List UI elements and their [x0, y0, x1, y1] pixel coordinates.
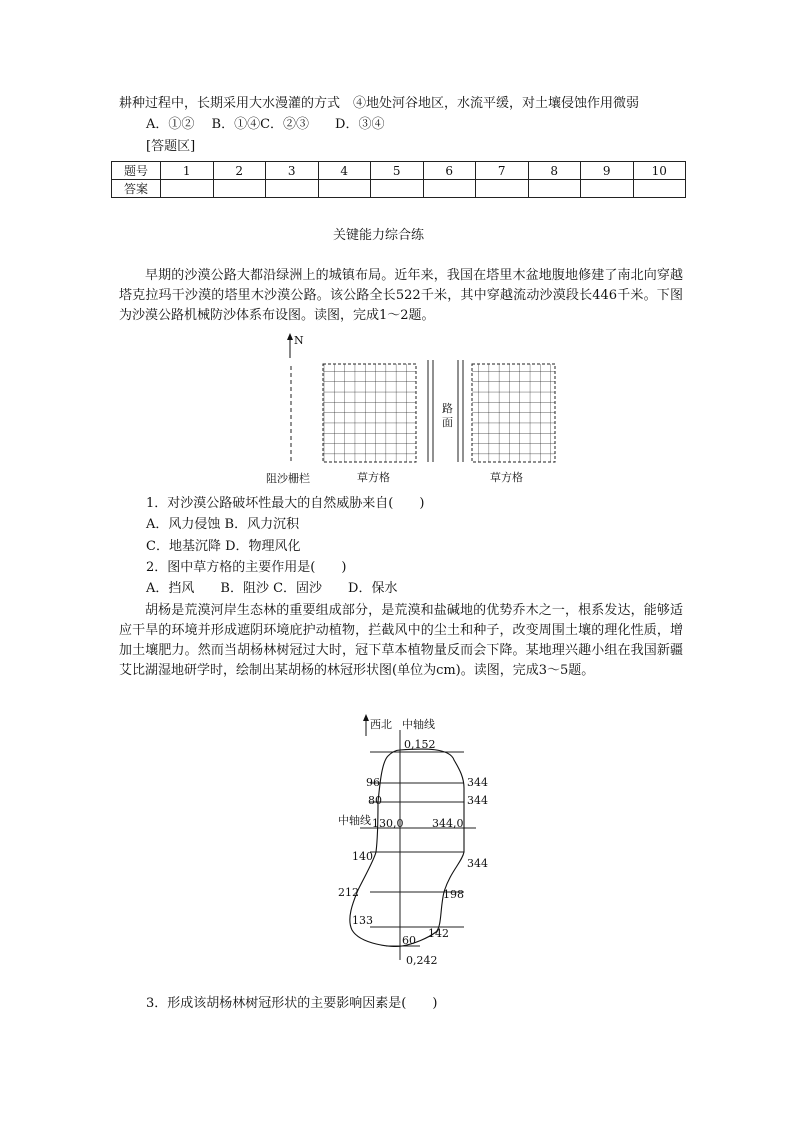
fence-label: 阻沙栅栏 [266, 472, 310, 485]
label-133: 133 [352, 914, 373, 927]
section-title: 关键能力综合练 [333, 228, 425, 243]
passage-1: 早期的沙漠公路大都沿绿洲上的城镇布局。近年来，我国在塔里木盆地腹地修建了南北向穿越塔克拉玛干沙漠的塔里木沙漠公路。该公路全长522千米，其中穿越流动沙漠段长446千米。下图为沙漠公路机械防沙体系布设图。读图，完成1～2题。 [119, 268, 683, 323]
right-grid-label: 草方格 [490, 471, 523, 484]
label-140: 140 [352, 850, 373, 863]
answer-cell[interactable] [161, 180, 214, 198]
answer-table [111, 161, 686, 198]
right-origin-label: 344,0 [432, 817, 464, 830]
row-label-number: 题号 [112, 162, 161, 180]
table-row [112, 180, 686, 198]
question-3-stem: 3．形成该胡杨林树冠形状的主要影响因素是( ) [146, 996, 438, 1011]
question-number-cell: 2 [213, 162, 266, 180]
question-1-options-c-d: C．地基沉降 D．物理风化 [146, 539, 301, 554]
road-label-1: 路 [442, 402, 453, 415]
label-198: 198 [443, 888, 464, 901]
axis-label-top: 中轴线 [402, 718, 435, 731]
label-142: 142 [428, 927, 449, 940]
label-96: 96 [366, 776, 380, 789]
question-number-cell: 10 [633, 162, 686, 180]
left-origin-label: 130,0 [372, 817, 404, 830]
question-number-cell: 9 [581, 162, 634, 180]
bottom-point-label: 0,242 [406, 954, 438, 967]
answer-cell[interactable] [528, 180, 581, 198]
label-344-a: 344 [467, 776, 488, 789]
table-row [112, 162, 686, 180]
label-212: 212 [338, 886, 359, 899]
road-label-2: 面 [442, 416, 453, 429]
canopy-shape-figure [330, 712, 510, 972]
northwest-arrow-icon [363, 714, 369, 736]
top-point-label: 0,152 [404, 738, 436, 751]
question-1-stem: 1．对沙漠公路破坏性最大的自然威胁来自( ) [146, 496, 425, 511]
passage-2: 胡杨是荒漠河岸生态林的重要组成部分，是荒漠和盐碱地的优势乔木之一，根系发达，能够适应干旱的环境并形成遮阴环境庇护动植物，拦截风中的尘土和种子，改变周围土壤的理化性质，增加土壤肥力。然而当胡杨林树冠过大时，冠下草本植物量反而会下降。某地理兴趣小组在我国新疆艾比湖湿地研学时，绘制出某胡杨的林冠形状图(单位为cm)。读图，完成3～5题。 [119, 603, 683, 678]
northwest-label: 西北 [370, 718, 392, 731]
left-grass-grid [323, 364, 416, 462]
row-label-answer: 答案 [112, 180, 161, 198]
question-number-cell: 5 [371, 162, 424, 180]
answer-cell[interactable] [318, 180, 371, 198]
answer-cell[interactable] [633, 180, 686, 198]
answer-cell[interactable] [423, 180, 476, 198]
axis-label-left: 中轴线 [338, 814, 371, 827]
question-number-cell: 4 [318, 162, 371, 180]
continuation-text: 耕种过程中，长期采用大水漫灌的方式 ④地处河谷地区，水流平缓，对土壤侵蚀作用微弱 [119, 96, 640, 111]
north-arrow-icon [287, 333, 293, 358]
question-2-options: A．挡风 B．阻沙 C．固沙 D．保水 [146, 581, 398, 596]
label-60: 60 [402, 934, 416, 947]
answer-cell[interactable] [581, 180, 634, 198]
label-344-c: 344 [467, 857, 488, 870]
north-label: N [294, 334, 304, 347]
answer-cell[interactable] [266, 180, 319, 198]
label-80: 80 [368, 794, 382, 807]
question-number-cell: 1 [161, 162, 214, 180]
right-grass-grid [472, 364, 555, 462]
question-2-stem: 2．图中草方格的主要作用是( ) [146, 560, 347, 575]
options-line: A．①② B．①④C．②③ D．③④ [146, 117, 385, 132]
left-grid-label: 草方格 [357, 471, 390, 484]
question-number-cell: 3 [266, 162, 319, 180]
question-number-cell: 7 [476, 162, 529, 180]
answer-cell[interactable] [371, 180, 424, 198]
question-number-cell: 6 [423, 162, 476, 180]
label-344-b: 344 [467, 794, 488, 807]
sand-control-figure [262, 330, 562, 490]
question-1-options-a-b: A．风力侵蚀 B．风力沉积 [146, 517, 300, 532]
answer-cell[interactable] [476, 180, 529, 198]
answer-area-label: [答题区] [146, 139, 196, 154]
question-number-cell: 8 [528, 162, 581, 180]
answer-cell[interactable] [213, 180, 266, 198]
